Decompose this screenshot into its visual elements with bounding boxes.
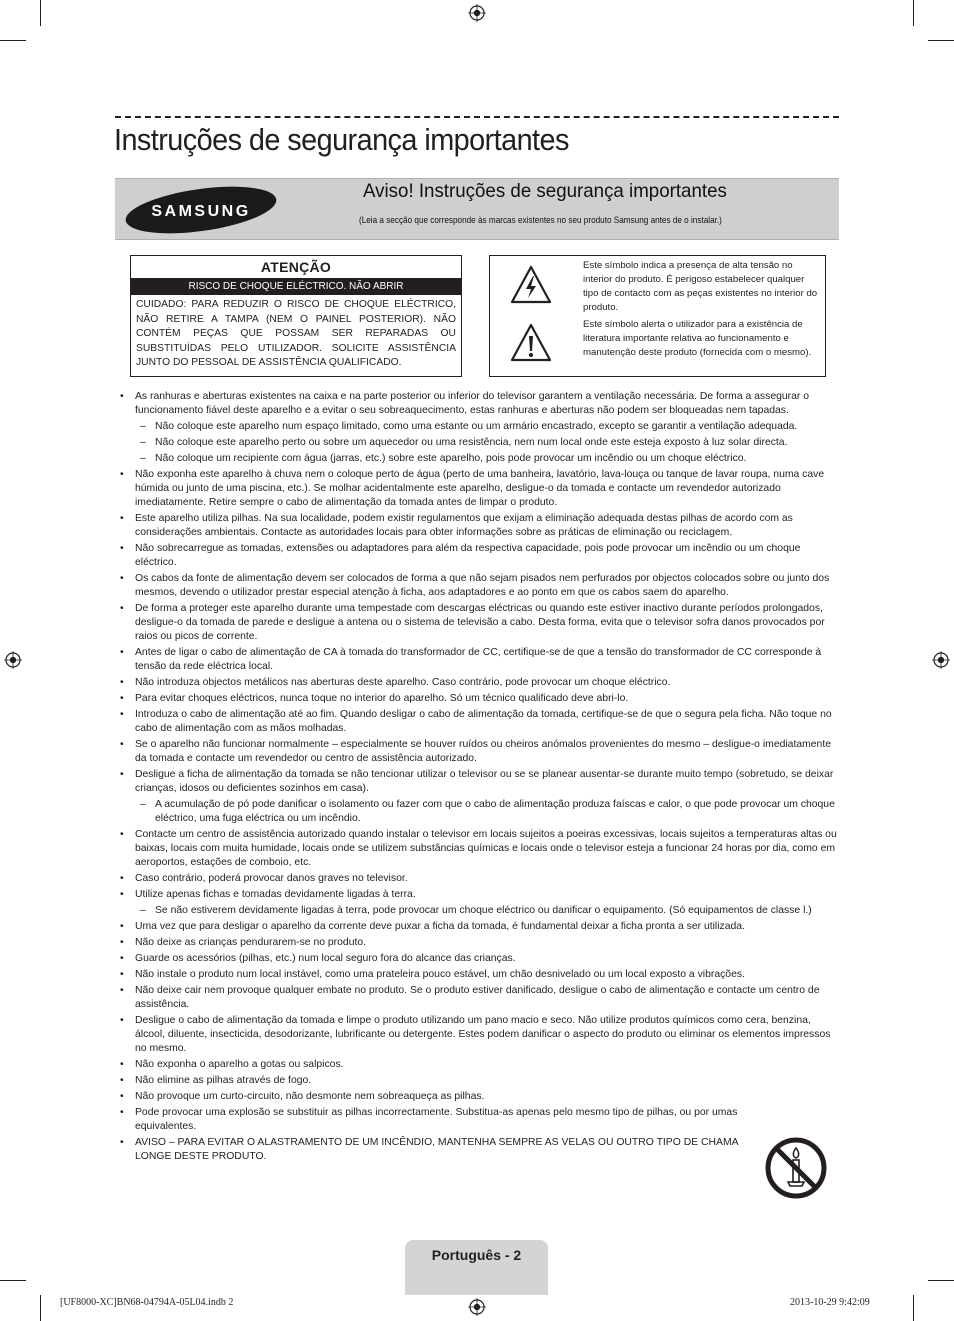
list-item-text: Não provoque um curto-circuito, não desmonte nem sobreaqueça as pilhas. (135, 1091, 485, 1102)
symbols-box (489, 255, 826, 377)
dash-marker: – (140, 799, 146, 810)
registration-mark-icon (468, 1298, 486, 1316)
bullet-marker: • (120, 391, 124, 402)
list-item (120, 936, 840, 950)
list-item-text: Não sobrecarregue as tomadas, extensões ou adaptadores para além da respectiva capacidade, pois pode provocar um incêndio ou um choque eléctrico. (135, 543, 801, 568)
list-item-text: Uma vez que para desligar o aparelho da corrente deve puxar a ficha da tomada, é fundamental deixar a ficha pronta a ser utilizada. (135, 921, 745, 932)
samsung-logo (123, 186, 279, 234)
list-item-text: Caso contrário, poderá provocar danos graves no televisor. (135, 873, 408, 884)
list-item (120, 1074, 840, 1088)
list-item (120, 768, 840, 796)
bullet-marker: • (120, 829, 124, 840)
voltage-symbol-text: Este símbolo indica a presença de alta tensão no interior do produto. É perigoso estabelecer qualquer tipo de contacto com as peças existentes no interior do produto. (583, 260, 818, 313)
list-item (120, 738, 840, 766)
bullet-marker: • (120, 1137, 124, 1148)
list-item-text: Antes de ligar o cabo de alimentação de CA à tomada do transformador de CC, certifique-se de que a tensão do transformador de CC corresponde à tensão da rede eléctrica local. (135, 647, 822, 672)
banner-title: Aviso! Instruções de segurança importantes (363, 180, 727, 202)
bullet-marker: • (120, 739, 124, 750)
list-item-text: Se o aparelho não funcionar normalmente – especialmente se houver ruídos ou cheiros anómalos provenientes do mesmo – desligue-o imediatamente da tomada e contacte um revendedor ou centro de assistência autorizado. (135, 739, 832, 764)
list-item (120, 1014, 840, 1056)
list-item (120, 646, 840, 674)
attention-box (130, 255, 462, 377)
bullet-marker: • (120, 543, 124, 554)
bullet-marker: • (120, 1015, 124, 1026)
registration-mark-icon (932, 651, 950, 669)
list-item (120, 984, 840, 1012)
list-item-text: Pode provocar uma explosão se substituir as pilhas incorrectamente. Substitua-as apenas pelo mesmo tipo de pilhas, ou por umas equivalentes. (135, 1107, 738, 1132)
list-item-text: Não deixe cair nem provoque qualquer embate no produto. Se o produto estiver danificado, desligue o cabo de alimentação e contacte um centro de assistência. (135, 985, 820, 1010)
list-item-text: Não instale o produto num local instável, como uma prateleira pouco estável, um chão desnivelado ou um local exposto a vibrações. (135, 969, 745, 980)
sub-list-item (120, 420, 840, 434)
list-item-text: Desligue o cabo de alimentação da tomada e limpe o produto utilizando um pano macio e seco. Não utilize produtos químicos como cera, benzina, álcool, diluente, insecticida, desodorizante, lubrificante ou detergente. Estes podem danificar o aspecto do produto ou eliminar os elementos impressos no mesmo. (135, 1015, 831, 1054)
bullet-marker: • (120, 1107, 124, 1118)
list-item-text: De forma a proteger este aparelho durante uma tempestade com descargas eléctricas ou quando este estiver inactivo durante períodos prolongados, desligue-o da tomada de parede e desligue a antena ou o sistema de televisão a cabo. Desta forma, evita que o televisor sofra danos provocados por raios ou picos de corrente. (135, 603, 825, 642)
sub-list-item (120, 798, 840, 826)
sub-list-item (120, 452, 840, 466)
crop-mark (0, 40, 26, 41)
dash-marker: – (140, 453, 146, 464)
crop-mark (40, 0, 41, 26)
bullet-marker: • (120, 873, 124, 884)
bullet-marker: • (120, 693, 124, 704)
list-item (120, 542, 840, 570)
list-item-text: Não exponha o aparelho a gotas ou salpicos. (135, 1059, 344, 1070)
svg-text:SAMSUNG: SAMSUNG (151, 203, 251, 220)
banner-subtitle: (Leia a secção que corresponde às marcas existentes no seu produto Samsung antes de o instalar.) (359, 215, 722, 226)
list-item-text: As ranhuras e aberturas existentes na caixa e na parte posterior ou inferior do televisor garantem a ventilação necessária. De forma a assegurar o funcionamento fiável deste aparelho e a evitar o seu sobreaquecimento, estas ranhuras e aberturas não podem ser bloqueadas nem tapadas. (135, 391, 810, 416)
list-item (120, 708, 840, 736)
list-item-text: Não coloque este aparelho perto ou sobre um aquecedor ou uma resistência, nem num local onde este esteja exposto à luz solar directa. (155, 437, 788, 448)
list-item (120, 968, 840, 982)
list-item (120, 390, 840, 418)
attention-body: CUIDADO: PARA REDUZIR O RISCO DE CHOQUE ELÉCTRICO, NÃO RETIRE A TAMPA (NEM O PAINEL POSTERIOR). NÃO CONTÉM PEÇAS QUE POSSAM SER REPARADAS OU SUBSTITUÍDAS PELO UTILIZADOR. SOLICITE ASSISTÊNCIA JUNTO DO PESSOAL DE ASSISTÊNCIA QUALIFICADO. (136, 299, 456, 368)
bullet-marker: • (120, 513, 124, 524)
list-item (120, 872, 840, 886)
bullet-marker: • (120, 1091, 124, 1102)
list-item-text: AVISO – PARA EVITAR O ALASTRAMENTO DE UM INCÊNDIO, MANTENHA SEMPRE AS VELAS OU OUTRO TIPO DE CHAMA LONGE DESTE PRODUTO. (135, 1137, 738, 1162)
dash-marker: – (140, 437, 146, 448)
list-item-text: Desligue a ficha de alimentação da tomada se não tencionar utilizar o televisor ou se se planear ausentar-se durante muito tempo (sobretudo, se deixar crianças, idosos ou deficientes sozinhos em casa). (135, 769, 834, 794)
lightning-triangle-icon (510, 264, 552, 306)
literature-symbol-text: Este símbolo alerta o utilizador para a existência de literatura importante relativa ao funcionamento e manutenção deste produto (fornecida com o mesmo). (583, 319, 812, 358)
list-item (120, 952, 840, 966)
list-item-text: Não exponha este aparelho à chuva nem o coloque perto de água (perto de uma banheira, lavatório, lava-louça ou tanque de lavar roupa, numa cave húmida ou junto de uma piscina, etc.). Se molhar acidentalmente este aparelho, desligue-o da tomada e contacte um revendedor autorizado imediatamente. Retire sempre o cabo de alimentação da tomada antes de limpar o produto. (135, 469, 825, 508)
list-item-text: Guarde os acessórios (pilhas, etc.) num local seguro fora do alcance das crianças. (135, 953, 516, 964)
bullet-marker: • (120, 469, 124, 480)
file-slug: [UF8000-XC]BN68-04794A-05L04.indb 2 (60, 1297, 234, 1308)
list-item (120, 1136, 755, 1164)
bullet-marker: • (120, 709, 124, 720)
list-item (120, 1090, 840, 1104)
list-item (120, 1058, 840, 1072)
crop-mark (913, 0, 914, 26)
list-item (120, 512, 840, 540)
bullet-marker: • (120, 677, 124, 688)
attention-bar: RISCO DE CHOQUE ELÉCTRICO. NÃO ABRIR (131, 278, 461, 295)
list-item-text: Os cabos da fonte de alimentação devem ser colocados de forma a que não sejam pisados nem perfurados por objectos colocados sobre ou junto dos mesmos, devendo o utilizador prestar especial atenção à ficha, aos adaptadores e ao ponto em que os cabos saem do aparelho. (135, 573, 830, 598)
bullet-marker: • (120, 921, 124, 932)
crop-mark (40, 1295, 41, 1321)
list-item (120, 572, 840, 600)
bullet-marker: • (120, 969, 124, 980)
list-item-text: Não deixe as crianças pendurarem-se no produto. (135, 937, 367, 948)
date-slug: 2013-10-29 9:42:09 (790, 1297, 870, 1308)
exclamation-triangle-icon (510, 322, 552, 364)
bullet-marker: • (120, 769, 124, 780)
list-item (120, 888, 840, 902)
list-item-text: A acumulação de pó pode danificar o isolamento ou fazer com que o cabo de alimentação produza faíscas e calor, o que pode provocar um choque eléctrico, uma fuga eléctrica ou um incêndio. (155, 799, 835, 824)
list-item-text: Se não estiverem devidamente ligadas à terra, pode provocar um choque eléctrico ou danificar o equipamento. (Só equipamentos de classe l.) (155, 905, 812, 916)
registration-mark-icon (4, 651, 22, 669)
list-item-text: Não coloque um recipiente com água (jarras, etc.) sobre este aparelho, pois pode provocar um incêndio ou um choque eléctrico. (155, 453, 747, 464)
bullet-marker: • (120, 889, 124, 900)
bullet-marker: • (120, 985, 124, 996)
registration-mark-icon (468, 4, 486, 22)
list-item (120, 602, 840, 644)
list-item (120, 920, 840, 934)
list-item-text: Introduza o cabo de alimentação até ao fim. Quando desligar o cabo de alimentação da tomada, certifique-se de que o segura pela ficha. Não toque no cabo de alimentação com as mãos molhadas. (135, 709, 832, 734)
list-item (120, 468, 840, 510)
bullet-marker: • (120, 1075, 124, 1086)
bullet-marker: • (120, 953, 124, 964)
list-item-text: Para evitar choques eléctricos, nunca toque no interior do aparelho. Só um técnico qualificado deve abri-lo. (135, 693, 629, 704)
list-item (120, 692, 840, 706)
dash-marker: – (140, 421, 146, 432)
sub-list-item (120, 904, 840, 918)
bullet-marker: • (120, 937, 124, 948)
bullet-marker: • (120, 1059, 124, 1070)
sub-list-item (120, 436, 840, 450)
crop-mark (928, 40, 954, 41)
attention-heading: ATENÇÃO (260, 259, 332, 275)
no-candle-icon (764, 1136, 828, 1200)
page-title: Instruções de segurança importantes (114, 122, 569, 157)
safety-instructions-list (120, 390, 840, 1166)
list-item-text: Este aparelho utiliza pilhas. Na sua localidade, podem existir regulamentos que exijam a eliminação adequada destas pilhas de acordo com as considerações ambientais. Contacte as autoridades locais para obter informações sobre as práticas de eliminação ou reciclagem. (135, 513, 793, 538)
title-rule (115, 116, 839, 118)
list-item-text: Contacte um centro de assistência autorizado quando instalar o televisor em locais sujeitos a poeiras excessivas, locais sujeitos a temperaturas altas ou baixas, locais com muita humidade, locais onde se utilizem substâncias químicas e locais onde o televisor esteja a funcionar 24 horas por dia, como em aeroportos, estações de comboio, etc. (135, 829, 837, 868)
page-number: Português - 2 (431, 1247, 522, 1263)
bullet-marker: • (120, 603, 124, 614)
list-item-text: Não coloque este aparelho num espaço limitado, como uma estante ou um armário encastrado, excepto se garantir a ventilação adequada. (155, 421, 798, 432)
crop-mark (913, 1295, 914, 1321)
list-item (120, 676, 840, 690)
dash-marker: – (140, 905, 146, 916)
list-item (120, 828, 840, 870)
list-item (120, 1106, 755, 1134)
page-number-tab (405, 1240, 548, 1295)
warning-banner (115, 178, 839, 240)
crop-mark (928, 1280, 954, 1281)
bullet-marker: • (120, 573, 124, 584)
list-item-text: Não elimine as pilhas através de fogo. (135, 1075, 312, 1086)
list-item-text: Utilize apenas fichas e tomadas devidamente ligadas à terra. (135, 889, 416, 900)
list-item-text: Não introduza objectos metálicos nas aberturas deste aparelho. Caso contrário, pode provocar um choque eléctrico. (135, 677, 671, 688)
bullet-marker: • (120, 647, 124, 658)
crop-mark (0, 1280, 26, 1281)
